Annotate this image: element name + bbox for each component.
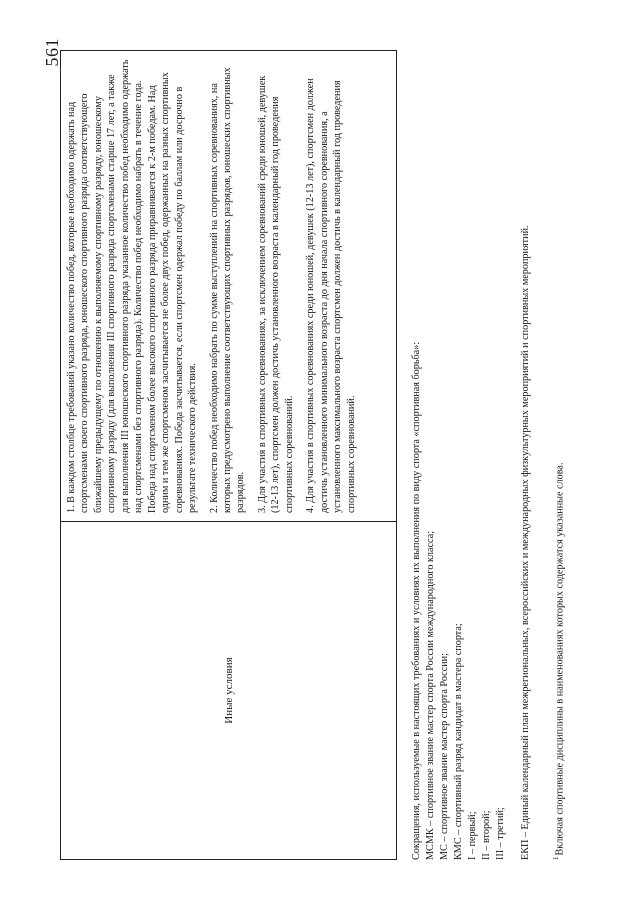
condition-paragraph-3: 3. Для участия в спортивных соревнованиях, за исключением соревнований среди юношей, девушек (12-13 лет), спортсмен должен достичь установленного возраста в календарный год проведения спортивных соревнований. — [256, 75, 295, 513]
condition-paragraph-1: 1. В каждом столбце требований указано количество побед, которые необходимо одержать над спортсменами своего спортивного разряда, юношеского спортивного разряда соответствующего ближайшему предыдущему по отношению к выполняемому спортивному разряду, юношескому спортивному разряду (для выполнения III спортивного разряда спортсменами старше 17 лет, а также для выполнения III юношеского спортивного разряда указанное количество побед необходимо одержать над спортсменами без спортивного разряда). Количество побед необходимо набрать в течение года. Победа над спортсменом более высокого спортивного разряда приравнивается к 2-м победам. Над одним и тем же спортсменом засчитывается не более двух побед, одержанных на разных спортивных соревнованиях. Победа засчитывается, если спортсмен одержал победу по баллам или досрочно в результате технического действия. — [66, 59, 199, 513]
condition-paragraph-4: 4. Для участия в спортивных соревнованиях среди юношей, девушек (12-13 лет), спортсмен должен достичь установленного минимального возраста до дня начала спортивного соревнования, а установленного максимального возраста спортсмен должен достичь в календарный год проведения спортивных соревнований. — [305, 78, 357, 513]
conditions-table — [60, 50, 397, 860]
abbreviations-block — [410, 60, 533, 860]
abbreviation-item: МС – спортивное звание мастер спорта России; — [439, 653, 451, 860]
footnote-marker: 1 — [552, 856, 560, 860]
table-content-cell — [61, 51, 396, 521]
page-number: 561 — [42, 38, 62, 67]
footnote — [552, 463, 565, 861]
ekp-definition: ЕКП – Единый календарный план межрегиональных, всероссийских и международных физкультурных мероприятий и спортивных мероприятий. — [519, 225, 531, 860]
abbreviation-item: I – первый; — [467, 811, 479, 860]
table-label-cell — [61, 521, 396, 859]
abbreviation-item: МСМК – спортивное звание мастер спорта России международного класса; — [425, 530, 437, 860]
condition-paragraph-2: 2. Количество побед необходимо набрать по сумме выступлений на спортивных соревнованиях, на которых предусмотрено выполнение соответствующих спортивных разрядов, юношеских спортивных разрядов. — [208, 67, 247, 513]
table-label: Иные условия — [222, 657, 235, 724]
abbreviation-item: III – третий; — [495, 807, 507, 860]
abbreviation-item: II – второй; — [481, 810, 493, 860]
abbreviation-item: КМС – спортивный разряд кандидат в мастера спорта; — [453, 623, 465, 860]
footnote-text: Включая спортивные дисциплины в наименованиях которых содержатся указанные слова. — [554, 462, 566, 856]
abbreviations-intro: Сокращения, используемые в настоящих требованиях и условиях их выполнения по виду спорта «спортивная борьба»: — [411, 341, 422, 860]
